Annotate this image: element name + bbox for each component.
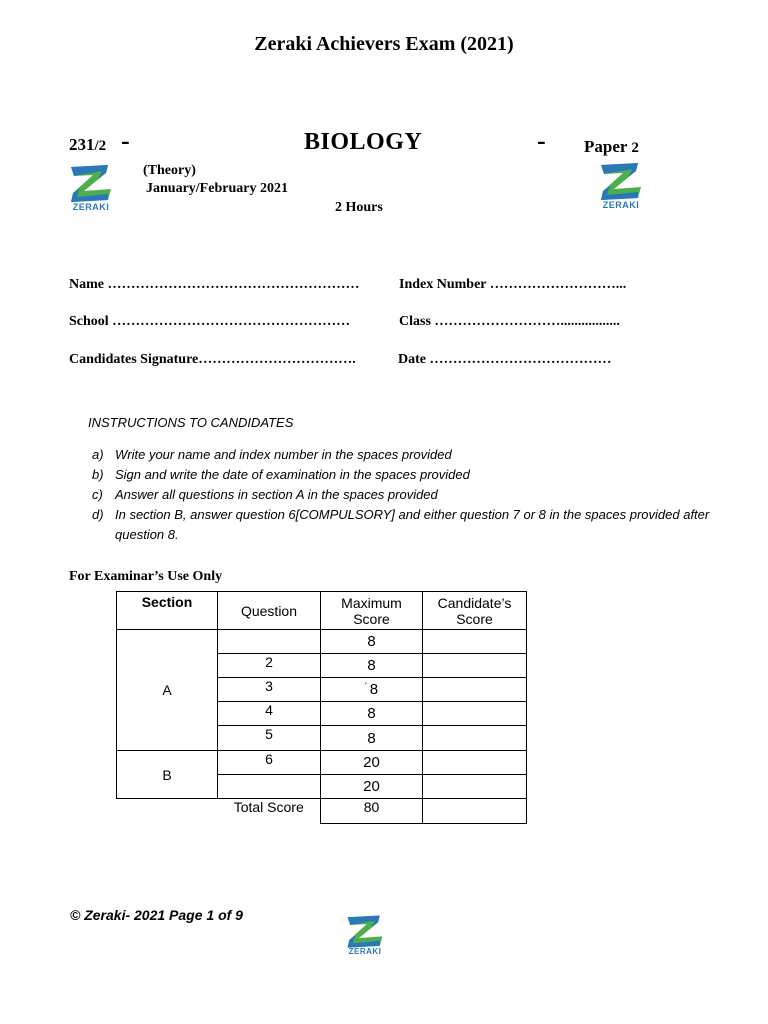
question-cell: [218, 775, 321, 799]
candidate-score-cell[interactable]: [423, 751, 527, 775]
theory-label: (Theory): [143, 163, 196, 178]
column-header: Maximum Score: [321, 592, 423, 630]
signature-field[interactable]: Candidates Signature…………………………….: [69, 352, 356, 367]
logo-text: ZERAKI: [348, 947, 382, 956]
question-cell: 4: [218, 702, 321, 726]
paper-code-main: 231: [69, 135, 95, 154]
max-score-cell: 8: [321, 654, 423, 678]
index-number-field[interactable]: Index Number ………………………...: [399, 277, 627, 292]
class-field[interactable]: Class ……………………….................: [399, 314, 620, 329]
max-score-value: 8: [369, 681, 379, 698]
question-cell: 5: [218, 726, 321, 751]
subject-title: BIOLOGY: [304, 129, 423, 155]
max-score-cell: 20: [321, 775, 423, 799]
column-header: Question: [218, 592, 321, 630]
max-score-cell: 8: [321, 630, 423, 654]
total-max-cell: 80: [321, 799, 423, 824]
total-row: [117, 799, 527, 824]
question-cell: 3: [218, 678, 321, 702]
question-cell: 6: [218, 751, 321, 775]
max-score-cell: [321, 678, 423, 702]
section-cell: A: [117, 630, 218, 751]
logo-text: ZERAKI: [602, 200, 640, 210]
instruction-text: Answer all questions in section A in the spaces provided: [115, 487, 438, 502]
session-label: January/February 2021: [146, 181, 288, 196]
blank-cell: [117, 799, 218, 824]
table-row: [117, 630, 527, 654]
name-field[interactable]: Name ………………………………………………: [69, 277, 360, 292]
instruction-item: [92, 505, 732, 545]
school-field[interactable]: School ……………………………………………: [69, 314, 351, 329]
dash-left: -: [121, 126, 130, 155]
instruction-text: In section B, answer question 6[COMPULSORY] and either question 7 or 8 in the spaces provided after question 8.: [115, 507, 710, 542]
question-cell: [218, 630, 321, 654]
examiner-score-table: [116, 591, 527, 824]
duration-label: 2 Hours: [335, 200, 383, 215]
instruction-item: [92, 465, 732, 485]
logo-text: ZERAKI: [72, 202, 110, 212]
candidate-score-cell[interactable]: [423, 775, 527, 799]
examiner-heading: For Examinar’s Use Only: [69, 569, 223, 584]
instruction-marker: c): [92, 487, 103, 502]
zeraki-logo-left: [68, 164, 114, 218]
total-score-cell[interactable]: [423, 799, 527, 824]
date-field[interactable]: Date …………………………………: [398, 352, 612, 367]
candidate-score-cell[interactable]: [423, 630, 527, 654]
zeraki-z-icon: [345, 914, 385, 950]
instruction-text: Sign and write the date of examination in the spaces provided: [115, 467, 470, 482]
zeraki-logo-footer: [345, 914, 385, 968]
max-score-cell: 8: [321, 702, 423, 726]
instructions-heading: INSTRUCTIONS TO CANDIDATES: [88, 415, 294, 430]
paper-number: 2: [631, 140, 639, 156]
exam-title: Zeraki Achievers Exam (2021): [254, 33, 514, 55]
candidate-score-cell[interactable]: [423, 726, 527, 751]
total-label: Total Score: [233, 799, 304, 815]
paper-code-sub: /2: [94, 138, 107, 154]
instruction-text: Write your name and index number in the spaces provided: [115, 447, 452, 462]
instruction-marker: d): [92, 507, 104, 522]
instructions-list: [92, 445, 732, 545]
candidate-score-cell[interactable]: [423, 654, 527, 678]
column-header: Candidate’s Score: [423, 592, 527, 630]
instruction-marker: a): [92, 447, 104, 462]
footer-text: © Zeraki- 2021 Page 1 of 9: [70, 907, 243, 923]
dash-right: -: [537, 126, 546, 155]
instruction-marker: b): [92, 467, 104, 482]
candidate-score-cell[interactable]: [423, 678, 527, 702]
instruction-item: [92, 485, 732, 505]
zeraki-logo-right: [598, 162, 644, 216]
paper-label: [584, 137, 639, 157]
candidate-score-cell[interactable]: [423, 702, 527, 726]
zeraki-z-icon: [598, 162, 644, 202]
instruction-item: [92, 445, 732, 465]
max-score-cell: 20: [321, 751, 423, 775]
max-score-cell: 8: [321, 726, 423, 751]
table-row: [117, 751, 527, 775]
section-cell: B: [117, 751, 218, 799]
column-header: Section: [117, 592, 218, 630]
paper-code: [69, 135, 106, 155]
table-header-row: [117, 592, 527, 630]
stray-mark: ': [364, 681, 367, 691]
paper-word: Paper: [584, 137, 628, 156]
question-cell: 2: [218, 654, 321, 678]
zeraki-z-icon: [68, 164, 114, 204]
